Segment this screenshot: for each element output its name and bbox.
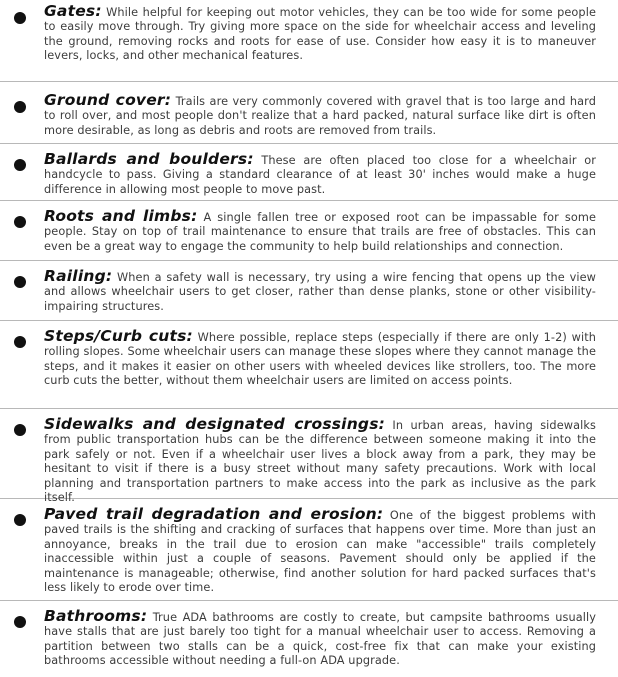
bullet-icon — [14, 424, 26, 436]
list-item-ground-cover — [0, 82, 618, 144]
item-heading: Paved trail degradation and erosion: — [44, 505, 384, 523]
item-paragraph — [44, 152, 596, 197]
list-item-steps-curb-cuts — [0, 321, 618, 409]
item-heading: Sidewalks and designated crossings: — [44, 415, 386, 433]
item-text: True ADA bathrooms are costly to create, but campsite bathrooms usually have stalls that are just barely too tight for a manual wheelchair user to access. Removing a partition between two stalls can be a quick, cost-free fix that can make your existing bathrooms accessible without needing a full-on ADA upgrade. — [44, 611, 596, 668]
item-text: A single fallen tree or exposed root can be impassable for some people. Stay on top of trail maintenance to ensure that trails are free of obstacles. This can even be a great way to engage the community to help build relationships and connection. — [44, 211, 597, 253]
item-heading: Roots and limbs: — [44, 207, 198, 225]
bullet-icon — [14, 514, 26, 526]
item-text: Where possible, replace steps (especially if there are only 1-2) with rolling slopes. Some wheelchair users can manage these slopes where they cannot manage the steps, and it makes it easier on other users with wheeled devices like strollers, too. The more curb cuts the better, without them wheelchair users are limited on access points. — [44, 331, 596, 388]
item-paragraph — [44, 609, 596, 669]
list-item-gates — [0, 4, 618, 82]
bullet-icon — [14, 336, 26, 348]
item-text: When a safety wall is necessary, try using a wire fencing that opens up the view and allows wheelchair users to get closer, rather than dense planks, stone or other visibility-impairing structures. — [44, 271, 596, 313]
item-heading: Railing: — [44, 267, 113, 285]
item-paragraph — [44, 417, 596, 505]
item-text: One of the biggest problems with paved trails is the shifting and cracking of surfaces that happens over time. More than just an annoyance, breaks in the trail due to erosion can make "accessible" trails completely inaccessible within just a couple of seasons. Pavement should only be applied if the maintenance is manageable; otherwise, find another solution for hard packed surfaces that's less likely to erode over time. — [44, 509, 596, 595]
bullet-icon — [14, 101, 26, 113]
accessibility-tips-list — [0, 4, 618, 671]
item-heading: Steps/Curb cuts: — [44, 327, 193, 345]
item-heading: Gates: — [44, 2, 102, 20]
item-paragraph — [44, 4, 596, 64]
item-heading: Bathrooms: — [44, 607, 148, 625]
bullet-icon — [14, 276, 26, 288]
item-heading: Ballards and boulders: — [44, 150, 254, 168]
bullet-icon — [14, 12, 26, 24]
list-item-railing — [0, 261, 618, 321]
item-paragraph — [44, 329, 596, 389]
item-text: Trails are very commonly covered with gravel that is too large and hard to roll over, and most people don't realize that a hard packed, natural surface like dirt is often more desirable, as long as debris and roots are removed from trails. — [44, 95, 596, 137]
item-text: While helpful for keeping out motor vehicles, they can be too wide for some people to easily move through. Try giving more space on the side for wheelchair access and leveling the ground, removing rocks and roots for ease of use. Consider how easy it is to maneuver levers, locks, and other mechanical features. — [44, 6, 596, 63]
item-text: In urban areas, having sidewalks from public transportation hubs can be the difference between someone making it into the park safely or not. Even if a wheelchair user lives a block away from a park, they may be hesitant to visit if there is a busy street without many safety precautions. Work with local planning and transportation partners to make access into the park as inclusive as the park itself. — [44, 419, 596, 505]
item-heading: Ground cover: — [44, 91, 172, 109]
bullet-icon — [14, 216, 26, 228]
list-item-bathrooms — [0, 601, 618, 671]
list-item-ballards-boulders — [0, 144, 618, 201]
list-item-sidewalks-crossings — [0, 409, 618, 505]
item-paragraph — [44, 209, 596, 254]
list-item-paved-trail-degradation — [0, 499, 618, 601]
bullet-icon — [14, 616, 26, 628]
item-paragraph — [44, 507, 596, 595]
list-item-roots-limbs — [0, 201, 618, 261]
bullet-icon — [14, 159, 26, 171]
item-paragraph — [44, 269, 596, 314]
item-text: These are often placed too close for a wheelchair or handcycle to pass. Giving a standard clearance of at least 30' inches would make a huge difference in allowing most people to move past. — [44, 154, 596, 196]
item-paragraph — [44, 93, 596, 138]
